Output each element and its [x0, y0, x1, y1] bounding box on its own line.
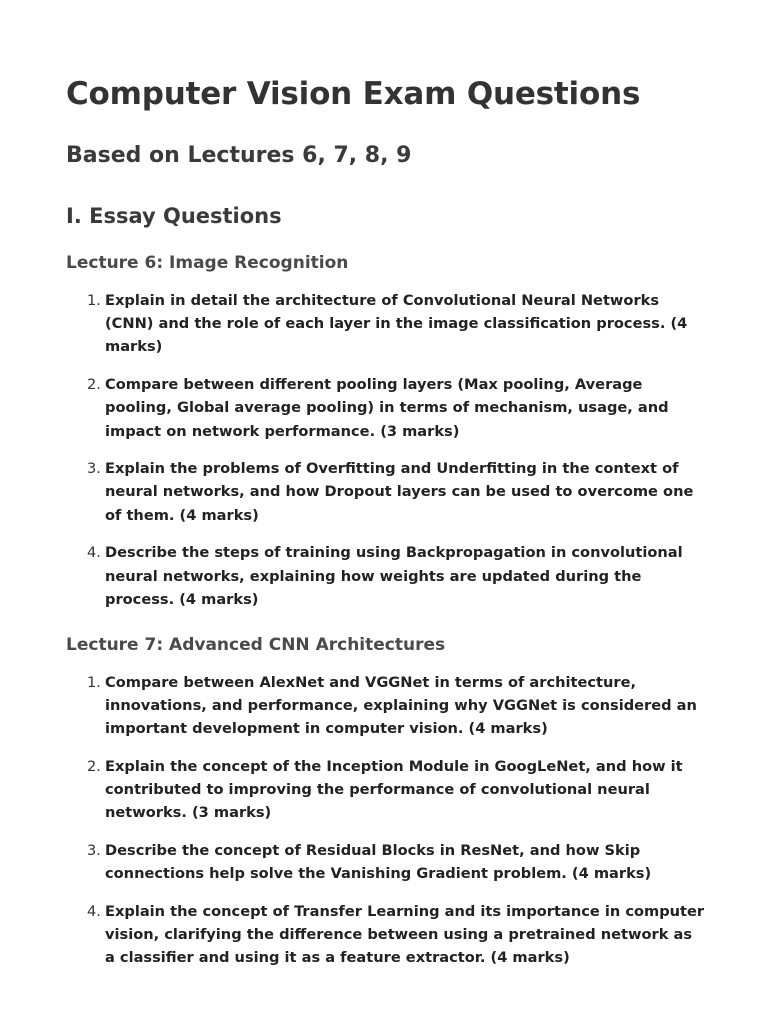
- question-number: 1.: [87, 292, 101, 309]
- question-number: 2.: [87, 376, 101, 394]
- question-text: Describe the concept of Residual Blocks in ResNet, and how Skip connections help solve the Vanishing Gradient problem. (4 marks): [105, 842, 652, 883]
- question-item: [87, 755, 706, 825]
- question-number: 2.: [87, 758, 101, 776]
- question-item: [87, 541, 706, 611]
- question-item: [87, 457, 706, 527]
- question-item: [87, 900, 706, 970]
- question-number: 4.: [87, 903, 101, 921]
- page-subtitle: Based on Lectures 6, 7, 8, 9: [66, 143, 412, 168]
- question-item: [87, 839, 706, 885]
- question-item: [87, 373, 706, 443]
- question-text: Explain the problems of Overfitting and Underfitting in the context of neural networks, and how Dropout layers can be used to overcome one of them. (4 marks): [105, 460, 694, 524]
- section-heading-essay-questions: I. Essay Questions: [66, 204, 282, 228]
- lecture-7-heading: Lecture 7: Advanced CNN Architectures: [66, 634, 446, 655]
- question-text: Describe the steps of training using Backpropagation in convolutional neural networks, explaining how weights are updated during the process. (4 marks): [105, 544, 683, 608]
- page-title: Computer Vision Exam Questions: [66, 76, 641, 112]
- question-number: 3.: [87, 460, 101, 478]
- question-number: 1.: [87, 673, 101, 691]
- question-text: Explain in detail the architecture of Convolutional Neural Networks (CNN) and the role of each layer in the image classification process. (4 marks): [105, 292, 688, 356]
- question-item: [87, 671, 706, 741]
- question-text: Compare between different pooling layers (Max pooling, Average pooling, Global average pooling) in terms of mechanism, usage, and impact on network performance. (3 marks): [105, 376, 669, 440]
- lecture-6-question-list: [66, 289, 706, 611]
- question-item: [87, 289, 706, 359]
- question-text: Explain the concept of Transfer Learning and its importance in computer vision, clarifying the difference between using a pretrained network as a classifier and using it as a feature extractor. (4 marks): [105, 903, 705, 967]
- lecture-7-question-list: [66, 671, 706, 970]
- question-number: 4.: [87, 544, 101, 562]
- lecture-6-heading: Lecture 6: Image Recognition: [66, 253, 349, 273]
- question-text: Explain the concept of the Inception Module in GoogLeNet, and how it contributed to improving the performance of convolutional neural networks. (3 marks): [105, 758, 683, 822]
- question-text: Compare between AlexNet and VGGNet in terms of architecture, innovations, and performance, explaining why VGGNet is considered an important development in computer vision. (4 marks): [105, 673, 697, 738]
- question-number: 3.: [87, 842, 101, 860]
